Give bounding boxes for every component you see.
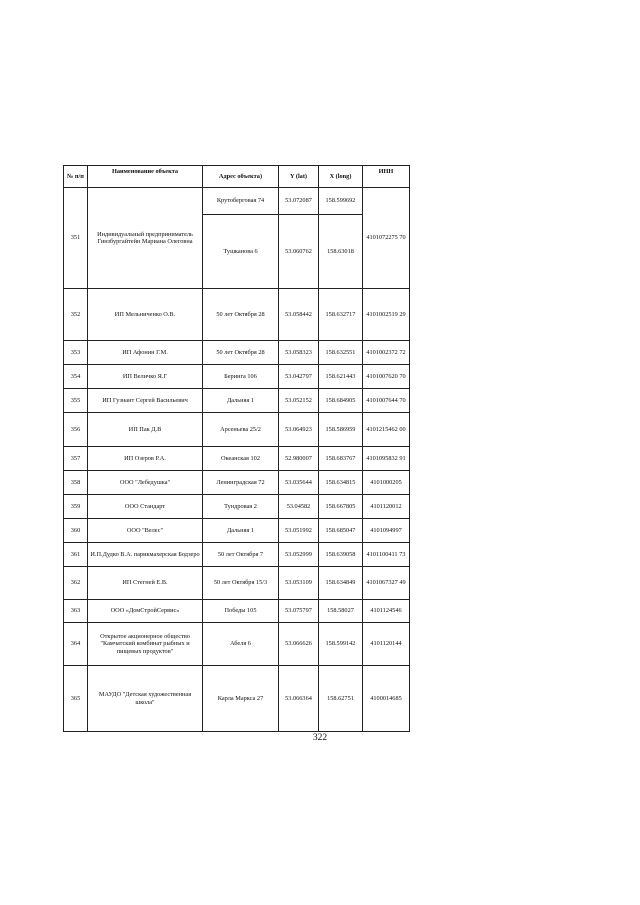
header-name: Наименование объекта bbox=[88, 166, 203, 188]
row-number: 352 bbox=[64, 289, 88, 341]
latitude: 53.051992 bbox=[279, 519, 319, 543]
header-num: № п/п bbox=[64, 166, 88, 188]
longitude: 158.634849 bbox=[319, 567, 363, 600]
latitude: 53.075797 bbox=[279, 600, 319, 623]
object-name: ИП Мельниченко О.В. bbox=[88, 289, 203, 341]
table-row bbox=[64, 519, 410, 543]
object-address: Тундровая 2 bbox=[203, 495, 279, 519]
inn-value: 4101095832 91 bbox=[363, 447, 410, 471]
object-name: МАУДО "Детская художественная школа" bbox=[88, 666, 203, 732]
object-name: Индивидуальный предприниматель Гинзбургайтейн Мариана Олеговна bbox=[88, 188, 203, 289]
object-address: Абеля 6 bbox=[203, 623, 279, 666]
inn-value: 4101100411 73 bbox=[363, 543, 410, 567]
row-number: 357 bbox=[64, 447, 88, 471]
latitude: 52.980007 bbox=[279, 447, 319, 471]
latitude: 53.058323 bbox=[279, 341, 319, 365]
inn-value: 4101000205 bbox=[363, 471, 410, 495]
table-row bbox=[64, 567, 410, 600]
object-name: ИП Афонин Г.М. bbox=[88, 341, 203, 365]
page-number: 322 bbox=[312, 733, 328, 743]
latitude: 53.060762 bbox=[279, 215, 319, 289]
longitude: 158.599142 bbox=[319, 623, 363, 666]
objects-table bbox=[63, 165, 410, 732]
table-row bbox=[64, 188, 410, 215]
object-address: Беринга 106 bbox=[203, 365, 279, 389]
longitude: 158.586959 bbox=[319, 413, 363, 447]
latitude: 53.053109 bbox=[279, 567, 319, 600]
row-number: 355 bbox=[64, 389, 88, 413]
table-row bbox=[64, 365, 410, 389]
table-row bbox=[64, 623, 410, 666]
table-row bbox=[64, 666, 410, 732]
row-number: 359 bbox=[64, 495, 88, 519]
object-address: 50 лет Октября 15/3 bbox=[203, 567, 279, 600]
object-address: Ленинградская 72 bbox=[203, 471, 279, 495]
longitude: 158.632551 bbox=[319, 341, 363, 365]
header-inn: ИНН bbox=[363, 166, 410, 188]
header-address: Адрес объекта) bbox=[203, 166, 279, 188]
longitude: 158.62751 bbox=[319, 666, 363, 732]
table-row bbox=[64, 413, 410, 447]
row-number: 356 bbox=[64, 413, 88, 447]
longitude: 158.667805 bbox=[319, 495, 363, 519]
object-address: Дальняя 1 bbox=[203, 389, 279, 413]
table-row bbox=[64, 389, 410, 413]
object-name: ИП Величко Я.Г bbox=[88, 365, 203, 389]
longitude: 158.599692 bbox=[319, 188, 363, 215]
object-name: ИП Озеров Р.А. bbox=[88, 447, 203, 471]
row-number: 361 bbox=[64, 543, 88, 567]
row-number: 363 bbox=[64, 600, 88, 623]
inn-value: 4101067327 49 bbox=[363, 567, 410, 600]
object-address: Крутоберговая 74 bbox=[203, 188, 279, 215]
latitude: 53.066626 bbox=[279, 623, 319, 666]
header-lon: X (long) bbox=[319, 166, 363, 188]
object-address: 50 лет Октября 28 bbox=[203, 289, 279, 341]
object-address: Арсеньева 25/2 bbox=[203, 413, 279, 447]
inn-value: 4100014685 bbox=[363, 666, 410, 732]
object-name: ИП Гузнант Сергей Васильевич bbox=[88, 389, 203, 413]
inn-value: 4101120012 bbox=[363, 495, 410, 519]
longitude: 158.58027 bbox=[319, 600, 363, 623]
table-row bbox=[64, 341, 410, 365]
inn-value: 4101094997 bbox=[363, 519, 410, 543]
header-lat: Y (lat) bbox=[279, 166, 319, 188]
longitude: 158.634815 bbox=[319, 471, 363, 495]
row-number: 362 bbox=[64, 567, 88, 600]
object-address: Победы 105 bbox=[203, 600, 279, 623]
object-name: ИП Пак Д.В bbox=[88, 413, 203, 447]
longitude: 158.63018 bbox=[319, 215, 363, 289]
longitude: 158.621443 bbox=[319, 365, 363, 389]
object-address: 50 лет Октября 28 bbox=[203, 341, 279, 365]
table-row bbox=[64, 543, 410, 567]
latitude: 53.072087 bbox=[279, 188, 319, 215]
inn-value: 4101072275 70 bbox=[363, 188, 410, 289]
row-number: 353 bbox=[64, 341, 88, 365]
table-row bbox=[64, 495, 410, 519]
object-address: Дальняя 1 bbox=[203, 519, 279, 543]
row-number: 354 bbox=[64, 365, 88, 389]
longitude: 158.639058 bbox=[319, 543, 363, 567]
object-name: ООО "Велес" bbox=[88, 519, 203, 543]
object-name: ООО "Лебедушка" bbox=[88, 471, 203, 495]
table-row bbox=[64, 289, 410, 341]
row-number: 365 bbox=[64, 666, 88, 732]
inn-value: 4101007644 70 bbox=[363, 389, 410, 413]
inn-value: 4101007620 70 bbox=[363, 365, 410, 389]
latitude: 53.035644 bbox=[279, 471, 319, 495]
object-address: 50 лет Октября 7 bbox=[203, 543, 279, 567]
latitude: 53.052152 bbox=[279, 389, 319, 413]
object-name: ООО «ДомСтройСервис» bbox=[88, 600, 203, 623]
latitude: 53.04582 bbox=[279, 495, 319, 519]
latitude: 53.058442 bbox=[279, 289, 319, 341]
longitude: 158.684905 bbox=[319, 389, 363, 413]
row-number: 351 bbox=[64, 188, 88, 289]
row-number: 358 bbox=[64, 471, 88, 495]
object-name: ООО Стандарт bbox=[88, 495, 203, 519]
inn-value: 4101002372 72 bbox=[363, 341, 410, 365]
inn-value: 4101124546 bbox=[363, 600, 410, 623]
inn-value: 4101215462 00 bbox=[363, 413, 410, 447]
table-row bbox=[64, 471, 410, 495]
table-header-row bbox=[64, 166, 410, 188]
inn-value: 4101120144 bbox=[363, 623, 410, 666]
inn-value: 4101002519 29 bbox=[363, 289, 410, 341]
object-address: Тушканова 6 bbox=[203, 215, 279, 289]
object-address: Карла Маркса 27 bbox=[203, 666, 279, 732]
object-address: Океанская 102 bbox=[203, 447, 279, 471]
longitude: 158.685047 bbox=[319, 519, 363, 543]
table-row bbox=[64, 447, 410, 471]
table-body bbox=[64, 188, 410, 732]
longitude: 158.683767 bbox=[319, 447, 363, 471]
latitude: 53.042797 bbox=[279, 365, 319, 389]
row-number: 364 bbox=[64, 623, 88, 666]
object-name: И.П.Дудко В.А. парикмахерская Бодзеро bbox=[88, 543, 203, 567]
object-name: ИП Стегней Е.В. bbox=[88, 567, 203, 600]
latitude: 53.064923 bbox=[279, 413, 319, 447]
latitude: 53.066364 bbox=[279, 666, 319, 732]
object-name: Открытое акционерное общество "Камчатский комбинат рыбных и пищевых продуктов" bbox=[88, 623, 203, 666]
table-row bbox=[64, 600, 410, 623]
row-number: 360 bbox=[64, 519, 88, 543]
latitude: 53.052999 bbox=[279, 543, 319, 567]
longitude: 158.632717 bbox=[319, 289, 363, 341]
